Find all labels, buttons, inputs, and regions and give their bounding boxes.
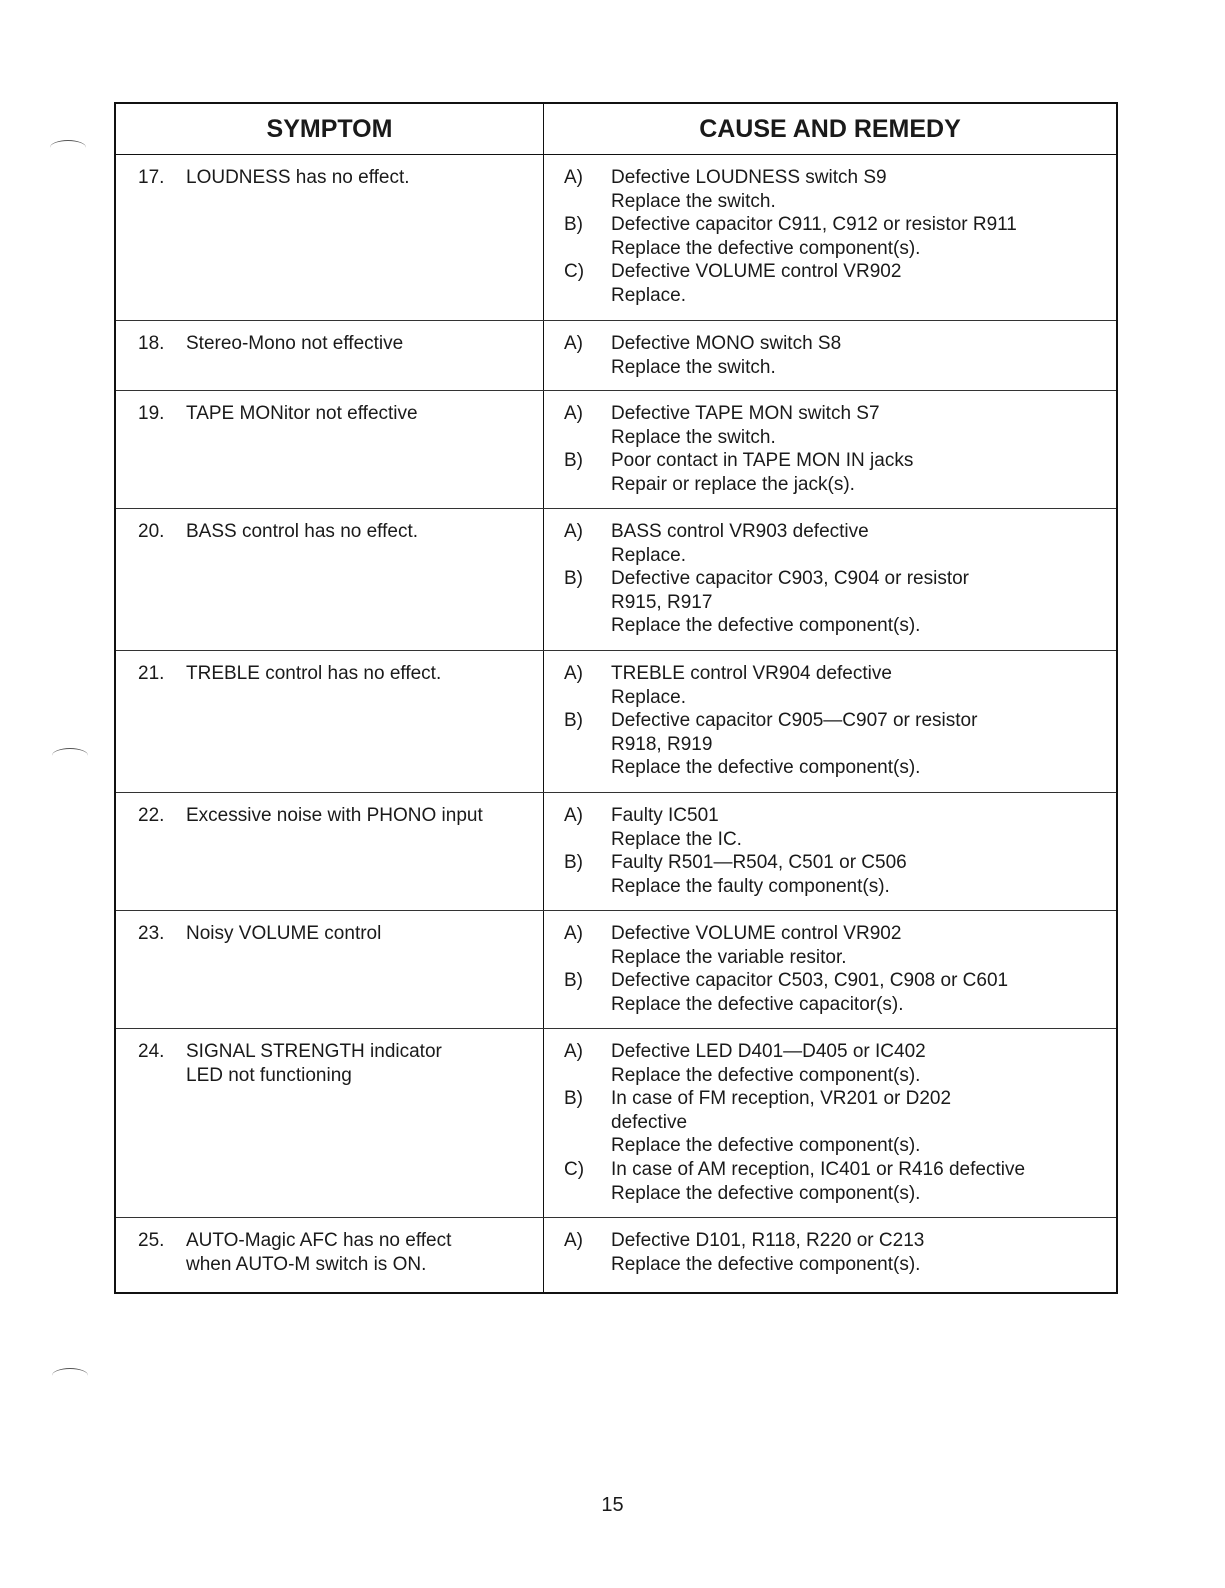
row-number: 18.: [138, 333, 165, 354]
cause-text: Defective MONO switch S8 Replace the switch.: [611, 333, 842, 378]
cause-item: [564, 402, 1116, 449]
cause-letter: B): [564, 568, 583, 590]
row-number: 21.: [138, 663, 165, 684]
cause-remedy-cell: [544, 1218, 1118, 1293]
cause-item: [564, 1040, 1116, 1087]
cause-text: Defective capacitor C903, C904 or resistor R915, R917 Replace the defective component(s).: [611, 568, 969, 637]
symptom-cell: [115, 793, 544, 911]
cause-letter: A): [564, 663, 583, 684]
symptom-cell: [115, 155, 544, 321]
row-number: 17.: [138, 167, 165, 188]
symptom-cell: [115, 651, 544, 793]
cause-remedy-cell: [544, 155, 1118, 321]
cause-text: Defective D101, R118, R220 or C213 Replace the defective component(s).: [611, 1230, 925, 1275]
cause-text: Defective LED D401—D405 or IC402 Replace the defective component(s).: [611, 1041, 926, 1086]
margin-mark: [52, 1368, 88, 1383]
cause-letter: B): [564, 450, 583, 472]
symptom-text: Excessive noise with PHONO input: [186, 805, 483, 826]
table-row: [115, 509, 1117, 651]
symptom-text: AUTO-Magic AFC has no effect when AUTO-M switch is ON.: [186, 1230, 452, 1275]
cause-remedy-cell: [544, 651, 1118, 793]
cause-remedy-cell: [544, 321, 1118, 391]
cause-letter: B): [564, 1088, 583, 1110]
cause-item: [564, 520, 1116, 567]
cause-letter: A): [564, 1041, 583, 1062]
margin-mark: [50, 140, 86, 155]
cause-letter: A): [564, 923, 583, 944]
cause-item: [564, 804, 1116, 851]
cause-item: [564, 567, 1116, 638]
cause-letter: C): [564, 261, 585, 283]
cause-text: BASS control VR903 defective Replace.: [611, 521, 869, 566]
symptom-header: SYMPTOM: [115, 103, 544, 155]
cause-item: [564, 332, 1116, 379]
cause-letter: B): [564, 970, 583, 992]
row-number: 19.: [138, 403, 165, 424]
symptom-text: BASS control has no effect.: [186, 521, 419, 542]
symptom-text: Stereo-Mono not effective: [186, 333, 404, 354]
cause-item: [564, 922, 1116, 969]
table-row: [115, 321, 1117, 391]
cause-text: Defective VOLUME control VR902 Replace the variable resitor.: [611, 923, 902, 968]
table-row: [115, 1218, 1117, 1293]
cause-item: [564, 851, 1116, 898]
cause-letter: B): [564, 710, 583, 732]
symptom-cell: [115, 911, 544, 1029]
symptom-cell: [115, 1029, 544, 1218]
cause-and-remedy-header: CAUSE AND REMEDY: [544, 103, 1118, 155]
cause-item: [564, 1158, 1116, 1205]
cause-letter: B): [564, 852, 583, 874]
cause-text: Faulty IC501 Replace the IC.: [611, 805, 742, 850]
margin-mark: [52, 748, 88, 763]
cause-item: [564, 166, 1116, 213]
cause-text: Defective capacitor C503, C901, C908 or C601 Replace the defective capacitor(s).: [611, 970, 1009, 1015]
troubleshooting-table: [114, 102, 1118, 1294]
cause-letter: C): [564, 1158, 585, 1180]
cause-text: Defective VOLUME control VR902 Replace.: [611, 261, 902, 306]
table-row: [115, 155, 1117, 321]
symptom-text: LOUDNESS has no effect.: [186, 167, 410, 188]
table-row: [115, 651, 1117, 793]
symptom-cell: [115, 1218, 544, 1293]
symptom-text: SIGNAL STRENGTH indicator LED not functioning: [186, 1041, 442, 1086]
cause-text: Defective capacitor C911, C912 or resistor R911 Replace the defective component(s).: [611, 214, 1017, 259]
cause-letter: A): [564, 521, 583, 542]
cause-text: TREBLE control VR904 defective Replace.: [611, 663, 892, 708]
cause-item: [564, 1087, 1116, 1158]
cause-letter: A): [564, 333, 583, 354]
cause-text: In case of AM reception, IC401 or R416 defective Replace the defective component(s).: [611, 1158, 1026, 1204]
table-header-row: [115, 103, 1117, 155]
cause-text: In case of FM reception, VR201 or D202 defective Replace the defective component(s).: [611, 1088, 952, 1157]
cause-remedy-cell: [544, 793, 1118, 911]
cause-item: [564, 449, 1116, 496]
cause-item: [564, 213, 1116, 260]
table-row: [115, 793, 1117, 911]
cause-item: [564, 709, 1116, 780]
cause-text: Faulty R501—R504, C501 or C506 Replace the faulty component(s).: [611, 852, 907, 897]
cause-remedy-cell: [544, 911, 1118, 1029]
page-number: 15: [601, 1494, 624, 1516]
cause-text: Defective capacitor C905—C907 or resistor R918, R919 Replace the defective component(s).: [611, 710, 978, 779]
cause-item: [564, 260, 1116, 307]
cause-item: [564, 1229, 1116, 1276]
cause-text: Defective TAPE MON switch S7 Replace the switch.: [611, 403, 880, 448]
row-number: 24.: [138, 1041, 165, 1062]
table-row: [115, 911, 1117, 1029]
cause-remedy-cell: [544, 1029, 1118, 1218]
table-body: [115, 155, 1117, 1293]
cause-letter: A): [564, 167, 583, 188]
cause-text: Defective LOUDNESS switch S9 Replace the switch.: [611, 167, 887, 212]
cause-letter: A): [564, 805, 583, 826]
cause-remedy-cell: [544, 391, 1118, 509]
table-row: [115, 1029, 1117, 1218]
symptom-text: TREBLE control has no effect.: [186, 663, 442, 684]
symptom-cell: [115, 321, 544, 391]
cause-letter: A): [564, 403, 583, 424]
row-number: 25.: [138, 1230, 165, 1251]
symptom-text: Noisy VOLUME control: [186, 923, 382, 944]
cause-text: Poor contact in TAPE MON IN jacks Repair or replace the jack(s).: [611, 450, 914, 495]
row-number: 23.: [138, 923, 165, 944]
symptom-cell: [115, 509, 544, 651]
row-number: 20.: [138, 521, 165, 542]
cause-remedy-cell: [544, 509, 1118, 651]
symptom-text: TAPE MONitor not effective: [186, 403, 418, 424]
cause-item: [564, 662, 1116, 709]
cause-item: [564, 969, 1116, 1016]
row-number: 22.: [138, 805, 165, 826]
table-row: [115, 391, 1117, 509]
cause-letter: B): [564, 214, 583, 236]
symptom-cell: [115, 391, 544, 509]
cause-letter: A): [564, 1230, 583, 1251]
